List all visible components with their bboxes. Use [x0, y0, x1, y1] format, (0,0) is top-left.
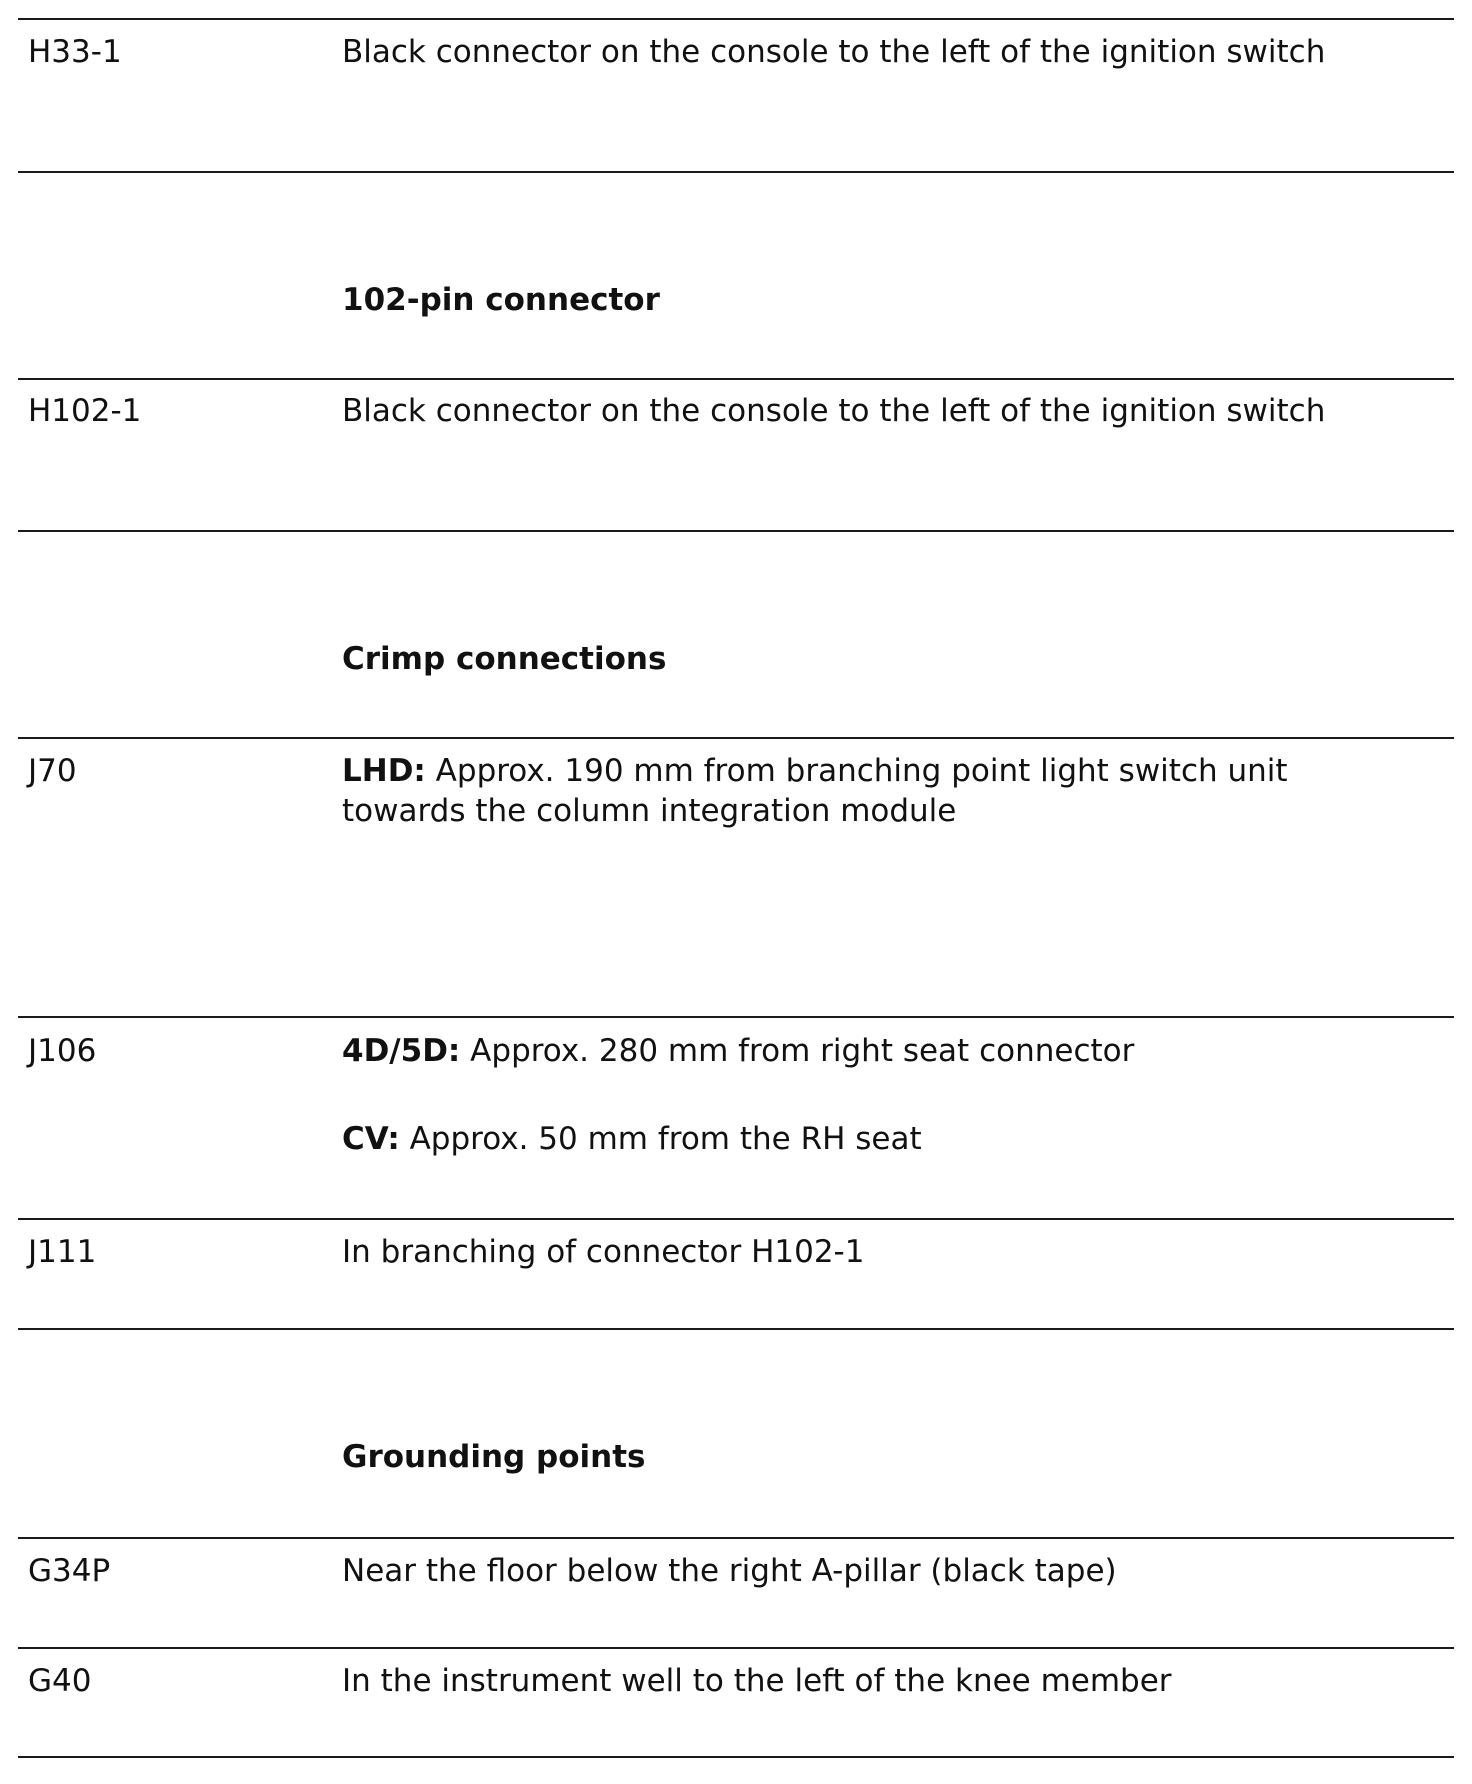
- connector-location: [342, 751, 1342, 831]
- table-divider: [18, 530, 1454, 532]
- table-divider: [18, 378, 1454, 380]
- table-divider: [18, 737, 1454, 739]
- location-text: Approx. 280 mm from right seat connector: [460, 1033, 1135, 1069]
- table-divider: [18, 1756, 1454, 1758]
- connector-code: J70: [28, 753, 77, 789]
- connector-location: [342, 1119, 1342, 1159]
- variant-label: CV:: [342, 1121, 400, 1157]
- table-divider: [18, 1218, 1454, 1220]
- table-divider: [18, 1016, 1454, 1018]
- connector-code: G40: [28, 1663, 92, 1699]
- table-divider: [18, 1328, 1454, 1330]
- variant-label: LHD:: [342, 753, 426, 789]
- section-heading: Grounding points: [342, 1439, 646, 1475]
- table-divider: [18, 1647, 1454, 1649]
- location-text: Approx. 50 mm from the RH seat: [399, 1121, 922, 1157]
- location-text: Approx. 190 mm from branching point light switch unit towards the column integration module: [342, 753, 1288, 829]
- table-divider: [18, 1537, 1454, 1539]
- connector-location: In branching of connector H102-1: [342, 1234, 865, 1270]
- connector-code: H33-1: [28, 34, 122, 70]
- section-heading: 102-pin connector: [342, 282, 660, 318]
- connector-location: In the instrument well to the left of the knee member: [342, 1663, 1172, 1699]
- table-divider: [18, 171, 1454, 173]
- connector-location: Black connector on the console to the left of the ignition switch: [342, 34, 1326, 70]
- section-heading: Crimp connections: [342, 641, 667, 677]
- connector-code: J111: [28, 1234, 97, 1270]
- connector-code: G34P: [28, 1553, 111, 1589]
- connector-location: Black connector on the console to the left of the ignition switch: [342, 393, 1326, 429]
- connector-code: J106: [28, 1033, 97, 1069]
- connector-location: Near the floor below the right A-pillar (black tape): [342, 1553, 1117, 1589]
- table-divider: [18, 18, 1454, 20]
- connector-code: H102-1: [28, 393, 142, 429]
- connector-location: [342, 1031, 1342, 1071]
- variant-label: 4D/5D:: [342, 1033, 461, 1069]
